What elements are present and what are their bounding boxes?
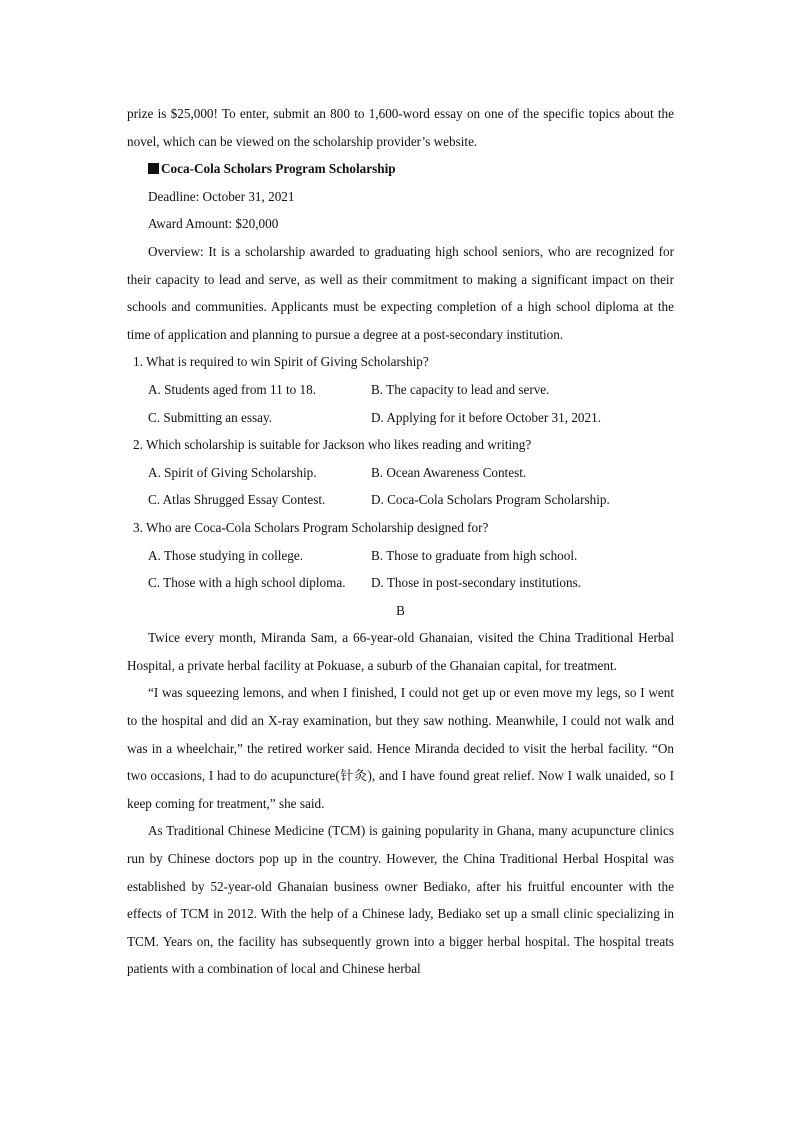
question-stem: 1. What is required to win Spirit of Giving Scholarship? [133,354,429,370]
scholarship-deadline: Deadline: October 31, 2021 [148,188,295,204]
question-stem: 2. Which scholarship is suitable for Jackson who likes reading and writing? [133,437,532,453]
option-c: C. Those with a high school diploma. [148,575,346,591]
option-b: B. Those to graduate from high school. [371,547,578,563]
section-b-paragraph-3: As Traditional Chinese Medicine (TCM) is gaining popularity in Ghana, many acupuncture clinics run by Chinese doctors pop up in the country. However, the China Traditional Herbal Hospital was established by 52-year-old Ghanaian business owner Bediako, after his fruitful encounter with the effects of TCM in 2012. With the help of a Chinese lady, Bediako set up a small clinic specializing in TCM. Years on, the facility has subsequently grown into a bigger herbal hospital. The hospital treats patients with a combination of local and Chinese herbal [127,823,674,977]
question-stem: 3. Who are Coca-Cola Scholars Program Scholarship designed for? [133,519,489,535]
scholarship-overview: Overview: It is a scholarship awarded to graduating high school seniors, who are recognized for their capacity to lead and serve, as well as their commitment to making a significant impact on their schools and communities. Applicants must be expecting completion of a high school diploma at the time of application and planning to pursue a degree at a post-secondary institution. [127,243,674,342]
section-b-paragraph-1: Twice every month, Miranda Sam, a 66-year-old Ghanaian, visited the China Traditional Herbal Hospital, a private herbal facility at Pokuase, a suburb of the Ghanaian capital, for treatment. [127,630,674,673]
option-row [127,486,674,514]
option-b: B. The capacity to lead and serve. [371,381,550,397]
question-1 [127,348,674,431]
document-page [127,100,674,983]
option-row [127,542,674,570]
option-row [127,376,674,404]
section-b-paragraph-2: “I was squeezing lemons, and when I finished, I could not get up or even move my legs, so I went to the hospital and did an X-ray examination, but they saw nothing. Meanwhile, I could not walk and was in a wheelchair,” the retired worker said. Hence Miranda decided to visit the herbal facility. “On two occasions, I had to do acupuncture(针灸), and I have found great relief. Now I walk unaided, so I keep coming for treatment,” she said. [127,685,674,811]
option-d: D. Applying for it before October 31, 2021. [371,409,602,425]
option-b: B. Ocean Awareness Contest. [371,464,527,480]
option-row [127,459,674,487]
scholarship-title: Coca-Cola Scholars Program Scholarship [161,161,396,177]
option-d: D. Coca-Cola Scholars Program Scholarship. [371,492,610,508]
option-a: A. Those studying in college. [148,547,304,563]
option-c: C. Atlas Shrugged Essay Contest. [148,492,326,508]
black-square-bullet-icon [148,163,159,174]
question-3 [127,514,674,597]
section-b-label: B [396,602,405,618]
option-c: C. Submitting an essay. [148,409,273,425]
option-row [127,569,674,597]
option-d: D. Those in post-secondary institutions. [371,575,582,591]
option-row [127,404,674,432]
scholarship-heading [127,155,674,183]
question-2 [127,431,674,514]
option-a: A. Students aged from 11 to 18. [148,381,316,397]
option-a: A. Spirit of Giving Scholarship. [148,464,317,480]
scholarship-award: Award Amount: $20,000 [148,216,279,232]
intro-continuation-paragraph: prize is $25,000! To enter, submit an 800 to 1,600-word essay on one of the specific topics about the novel, which can be viewed on the scholarship provider’s website. [127,106,674,149]
